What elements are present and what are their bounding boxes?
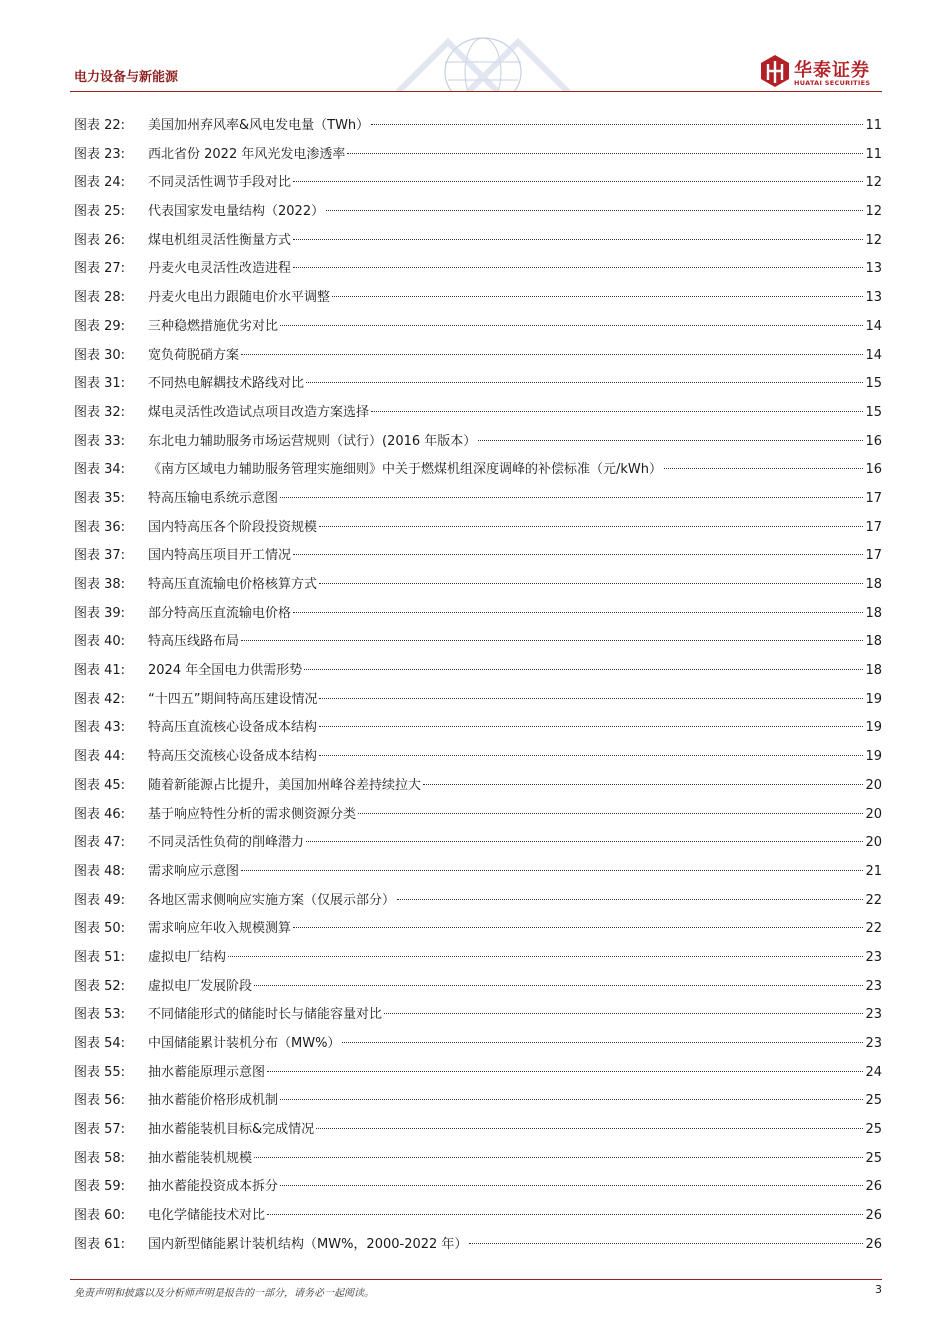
toc-dot-leader	[254, 1157, 863, 1158]
toc-figure-label: 图表 25:	[74, 204, 126, 220]
toc-page-number: 21	[865, 863, 882, 879]
toc-dot-leader	[293, 239, 863, 240]
toc-row[interactable]	[74, 743, 882, 772]
toc-figure-label: 图表 28:	[74, 290, 126, 306]
toc-dot-leader	[293, 927, 863, 928]
toc-page-number: 23	[865, 949, 882, 965]
toc-figure-title[interactable]: “十四五”期间特高压建设情况	[148, 691, 318, 707]
toc-figure-label: 图表 23:	[74, 146, 126, 162]
toc-figure-label: 图表 43:	[74, 720, 126, 736]
toc-figure-title[interactable]: 部分特高压直流输电价格	[148, 605, 292, 621]
page-number: 3	[875, 1283, 882, 1296]
toc-row[interactable]	[74, 514, 882, 543]
toc-row[interactable]	[74, 887, 882, 916]
toc-row[interactable]	[74, 1145, 882, 1174]
toc-page-number: 25	[865, 1122, 882, 1138]
section-title: 电力设备与新能源	[74, 70, 179, 85]
toc-row[interactable]	[74, 657, 882, 686]
toc-dot-leader	[423, 784, 863, 785]
huatai-logo	[760, 54, 882, 90]
toc-figure-label: 图表 35:	[74, 490, 126, 506]
toc-row[interactable]	[74, 1202, 882, 1231]
toc-row[interactable]	[74, 628, 882, 657]
toc-figure-label: 图表 39:	[74, 605, 126, 621]
toc-figure-label: 图表 33:	[74, 433, 126, 449]
toc-figure-label: 图表 40:	[74, 634, 126, 650]
toc-row[interactable]	[74, 829, 882, 858]
toc-figure-title[interactable]: 国内特高压项目开工情况	[148, 548, 292, 564]
toc-figure-label: 图表 41:	[74, 663, 126, 679]
toc-row[interactable]	[74, 1116, 882, 1145]
toc-dot-leader	[241, 640, 863, 641]
toc-figure-title[interactable]: 需求响应年收入规模测算	[148, 921, 292, 937]
toc-row[interactable]	[74, 1030, 882, 1059]
toc-figure-label: 图表 29:	[74, 318, 126, 334]
toc-page-number: 14	[865, 318, 882, 334]
toc-figure-label: 图表 58:	[74, 1150, 126, 1166]
toc-figure-title[interactable]: 各地区需求侧响应实施方案（仅展示部分）	[148, 892, 396, 908]
toc-page-number: 13	[865, 261, 882, 277]
toc-figure-title[interactable]: 西北省份 2022 年风光发电渗透率	[148, 146, 346, 162]
toc-figure-title[interactable]: 基于响应特性分析的需求侧资源分类	[148, 806, 357, 822]
toc-dot-leader	[293, 267, 863, 268]
toc-figure-title[interactable]: 2024 年全国电力供需形势	[148, 663, 303, 679]
toc-row[interactable]	[74, 198, 882, 227]
toc-figure-title[interactable]: 不同灵活性调节手段对比	[148, 175, 292, 191]
toc-dot-leader	[397, 899, 863, 900]
toc-dot-leader	[319, 726, 863, 727]
toc-dot-leader	[280, 1185, 863, 1186]
toc-figure-label: 图表 56:	[74, 1093, 126, 1109]
toc-row[interactable]	[74, 1001, 882, 1030]
toc-dot-leader	[280, 497, 863, 498]
toc-dot-leader	[280, 325, 863, 326]
toc-dot-leader	[241, 354, 863, 355]
toc-figure-label: 图表 24:	[74, 175, 126, 191]
toc-dot-leader	[306, 382, 863, 383]
toc-page-number: 26	[865, 1236, 882, 1252]
toc-row[interactable]	[74, 255, 882, 284]
toc-dot-leader	[319, 526, 863, 527]
toc-row[interactable]	[74, 714, 882, 743]
toc-row[interactable]	[74, 600, 882, 629]
toc-figure-label: 图表 32:	[74, 404, 126, 420]
toc-page-number: 15	[865, 376, 882, 392]
toc-figure-title[interactable]: 美国加州弃风率&风电发电量（TWh）	[148, 118, 370, 133]
toc-row[interactable]	[74, 772, 882, 801]
toc-page-number: 23	[865, 978, 882, 994]
toc-figure-title[interactable]: 不同热电解耦技术路线对比	[148, 376, 305, 392]
toc-row[interactable]	[74, 227, 882, 256]
toc-page-number: 12	[865, 232, 882, 248]
toc-page-number: 18	[865, 605, 882, 621]
toc-figure-label: 图表 54:	[74, 1036, 126, 1051]
toc-dot-leader	[293, 181, 863, 182]
toc-page-number: 15	[865, 404, 882, 420]
toc-row[interactable]	[74, 428, 882, 457]
footer-disclaimer: 免责声明和披露以及分析师声明是报告的一部分，请务必一起阅读。	[74, 1288, 374, 1299]
toc-dot-leader	[241, 870, 863, 871]
toc-row[interactable]	[74, 456, 882, 485]
toc-page-number: 13	[865, 290, 882, 306]
toc-figure-title[interactable]: 三种稳燃措施优劣对比	[148, 318, 279, 334]
toc-figure-label: 图表 30:	[74, 347, 126, 363]
toc-page-number: 11	[865, 118, 882, 133]
toc-page-number: 14	[865, 347, 882, 363]
toc-page-number: 18	[865, 663, 882, 679]
toc-page-number: 11	[865, 146, 882, 162]
toc-dot-leader	[371, 411, 863, 412]
toc-figure-label: 图表 26:	[74, 232, 126, 248]
toc-figure-title[interactable]: 《南方区域电力辅助服务管理实施细则》中关于燃煤机组深度调峰的补偿标准（元/kWh）	[148, 462, 663, 478]
toc-figure-label: 图表 46:	[74, 806, 126, 822]
toc-dot-leader	[347, 153, 863, 154]
toc-page-number: 23	[865, 1007, 882, 1023]
toc-figure-title[interactable]: 电化学储能技术对比	[148, 1208, 266, 1224]
toc-page-number: 12	[865, 204, 882, 220]
toc-figure-label: 图表 47:	[74, 835, 126, 851]
toc-dot-leader	[332, 296, 863, 297]
toc-figure-title[interactable]: 抽水蓄能价格形成机制	[148, 1093, 279, 1109]
toc-figure-label: 图表 27:	[74, 261, 126, 277]
toc-row[interactable]	[74, 571, 882, 600]
toc-figure-label: 图表 45:	[74, 777, 126, 793]
toc-figure-label: 图表 60:	[74, 1208, 126, 1224]
toc-page-number: 19	[865, 691, 882, 707]
toc-page-number: 26	[865, 1179, 882, 1195]
toc-row[interactable]	[74, 112, 882, 141]
toc-figure-title[interactable]: 不同灵活性负荷的削峰潜力	[148, 835, 305, 851]
toc-figure-title[interactable]: 煤电灵活性改造试点项目改造方案选择	[148, 404, 370, 420]
toc-figure-title[interactable]: 特高压输电系统示意图	[148, 490, 279, 506]
toc-page-number: 20	[865, 835, 882, 851]
toc-figure-label: 图表 38:	[74, 577, 126, 592]
toc-row[interactable]	[74, 370, 882, 399]
toc-page-number: 16	[865, 433, 882, 449]
toc-figure-title[interactable]: 抽水蓄能装机目标&完成情况	[148, 1122, 315, 1138]
toc-row[interactable]	[74, 973, 882, 1002]
globe-watermark-icon	[378, 32, 588, 92]
toc-page-number: 26	[865, 1208, 882, 1224]
toc-dot-leader	[267, 1214, 863, 1215]
toc-figure-label: 图表 44:	[74, 749, 126, 765]
toc-dot-leader	[293, 554, 863, 555]
toc-figure-label: 图表 34:	[74, 462, 126, 478]
toc-page-number: 12	[865, 175, 882, 191]
toc-page-number: 22	[865, 921, 882, 937]
toc-dot-leader	[280, 1099, 863, 1100]
toc-page-number: 22	[865, 892, 882, 908]
header-divider	[70, 91, 882, 92]
toc-figure-title[interactable]: 特高压直流核心设备成本结构	[148, 720, 318, 736]
toc-row[interactable]	[74, 915, 882, 944]
toc-figure-title[interactable]: 东北电力辅助服务市场运营规则（试行）(2016 年版本）	[148, 433, 477, 449]
toc-figure-label: 图表 51:	[74, 949, 126, 965]
toc-dot-leader	[228, 956, 863, 957]
toc-figure-label: 图表 55:	[74, 1064, 126, 1080]
toc-figure-label: 图表 49:	[74, 892, 126, 908]
toc-figure-label: 图表 53:	[74, 1007, 126, 1023]
toc-figure-title[interactable]: 抽水蓄能原理示意图	[148, 1064, 266, 1080]
toc-dot-leader	[254, 985, 863, 986]
toc-page-number: 17	[865, 519, 882, 535]
toc-dot-leader	[371, 124, 863, 125]
toc-figure-label: 图表 52:	[74, 978, 126, 994]
toc-dot-leader	[319, 583, 863, 584]
toc-row[interactable]	[74, 399, 882, 428]
toc-row[interactable]	[74, 1173, 882, 1202]
toc-figure-title[interactable]: 虚拟电厂结构	[148, 949, 227, 965]
toc-dot-leader	[306, 841, 863, 842]
toc-row[interactable]	[74, 1231, 882, 1260]
footer-divider	[70, 1279, 882, 1280]
toc-figure-label: 图表 61:	[74, 1236, 126, 1252]
toc-figure-title[interactable]: 国内特高压各个阶段投资规模	[148, 519, 318, 535]
toc-figure-title[interactable]: 随着新能源占比提升，美国加州峰谷差持续拉大	[148, 777, 422, 793]
toc-figure-title[interactable]: 煤电机组灵活性衡量方式	[148, 232, 292, 248]
toc-figure-title[interactable]: 特高压直流输电价格核算方式	[148, 577, 318, 592]
toc-figure-title[interactable]: 中国储能累计装机分布（MW%）	[148, 1036, 341, 1051]
toc-dot-leader	[319, 698, 863, 699]
toc-dot-leader	[469, 1243, 863, 1244]
toc-figure-label: 图表 22:	[74, 118, 126, 133]
toc-dot-leader	[319, 755, 863, 756]
toc-row[interactable]	[74, 313, 882, 342]
toc-row[interactable]	[74, 858, 882, 887]
toc-row[interactable]	[74, 1059, 882, 1088]
toc-page-number: 19	[865, 749, 882, 765]
toc-figure-title[interactable]: 抽水蓄能装机规模	[148, 1150, 253, 1166]
toc-row[interactable]	[74, 801, 882, 830]
table-of-figures	[74, 112, 882, 1260]
toc-figure-title[interactable]: 抽水蓄能投资成本拆分	[148, 1179, 279, 1195]
toc-row[interactable]	[74, 141, 882, 170]
toc-dot-leader	[316, 1128, 863, 1129]
toc-figure-label: 图表 50:	[74, 921, 126, 937]
toc-dot-leader	[326, 210, 863, 211]
toc-dot-leader	[293, 612, 863, 613]
toc-dot-leader	[664, 468, 863, 469]
toc-row[interactable]	[74, 686, 882, 715]
toc-page-number: 17	[865, 548, 882, 564]
toc-row[interactable]	[74, 342, 882, 371]
toc-dot-leader	[478, 440, 863, 441]
toc-row[interactable]	[74, 944, 882, 973]
toc-figure-title[interactable]: 代表国家发电量结构（2022）	[148, 204, 325, 220]
toc-row[interactable]	[74, 485, 882, 514]
toc-figure-title[interactable]: 特高压交流核心设备成本结构	[148, 749, 318, 765]
brand-name-en: HUATAI SECURITIES	[794, 79, 871, 87]
toc-dot-leader	[384, 1013, 863, 1014]
toc-figure-title[interactable]: 虚拟电厂发展阶段	[148, 978, 253, 994]
toc-dot-leader	[267, 1071, 863, 1072]
toc-row[interactable]	[74, 542, 882, 571]
toc-dot-leader	[342, 1042, 863, 1043]
toc-figure-title[interactable]: 丹麦火电出力跟随电价水平调整	[148, 290, 331, 306]
toc-figure-title[interactable]: 宽负荷脱硝方案	[148, 347, 240, 363]
toc-figure-label: 图表 36:	[74, 519, 126, 535]
toc-figure-label: 图表 48:	[74, 863, 126, 879]
toc-page-number: 17	[865, 490, 882, 506]
toc-page-number: 23	[865, 1036, 882, 1051]
toc-row[interactable]	[74, 169, 882, 198]
toc-page-number: 19	[865, 720, 882, 736]
toc-figure-title[interactable]: 特高压线路布局	[148, 634, 240, 650]
toc-page-number: 25	[865, 1150, 882, 1166]
toc-figure-label: 图表 57:	[74, 1122, 126, 1138]
toc-figure-title[interactable]: 需求响应示意图	[148, 863, 240, 879]
toc-figure-label: 图表 59:	[74, 1179, 126, 1195]
toc-figure-title[interactable]: 不同储能形式的储能时长与储能容量对比	[148, 1007, 383, 1023]
toc-page-number: 18	[865, 577, 882, 592]
toc-page-number: 25	[865, 1093, 882, 1109]
toc-page-number: 24	[865, 1064, 882, 1080]
toc-figure-title[interactable]: 国内新型储能累计装机结构（MW%，2000-2022 年）	[148, 1236, 468, 1252]
toc-dot-leader	[304, 669, 863, 670]
toc-page-number: 16	[865, 462, 882, 478]
toc-row[interactable]	[74, 284, 882, 313]
huatai-logo-mark-icon	[760, 54, 790, 88]
toc-figure-label: 图表 42:	[74, 691, 126, 707]
toc-dot-leader	[358, 813, 863, 814]
toc-page-number: 20	[865, 806, 882, 822]
toc-figure-label: 图表 31:	[74, 376, 126, 392]
toc-figure-title[interactable]: 丹麦火电灵活性改造进程	[148, 261, 292, 277]
toc-figure-label: 图表 37:	[74, 548, 126, 564]
toc-page-number: 18	[865, 634, 882, 650]
toc-row[interactable]	[74, 1087, 882, 1116]
brand-name-cn: 华泰证券	[794, 60, 870, 81]
toc-page-number: 20	[865, 777, 882, 793]
